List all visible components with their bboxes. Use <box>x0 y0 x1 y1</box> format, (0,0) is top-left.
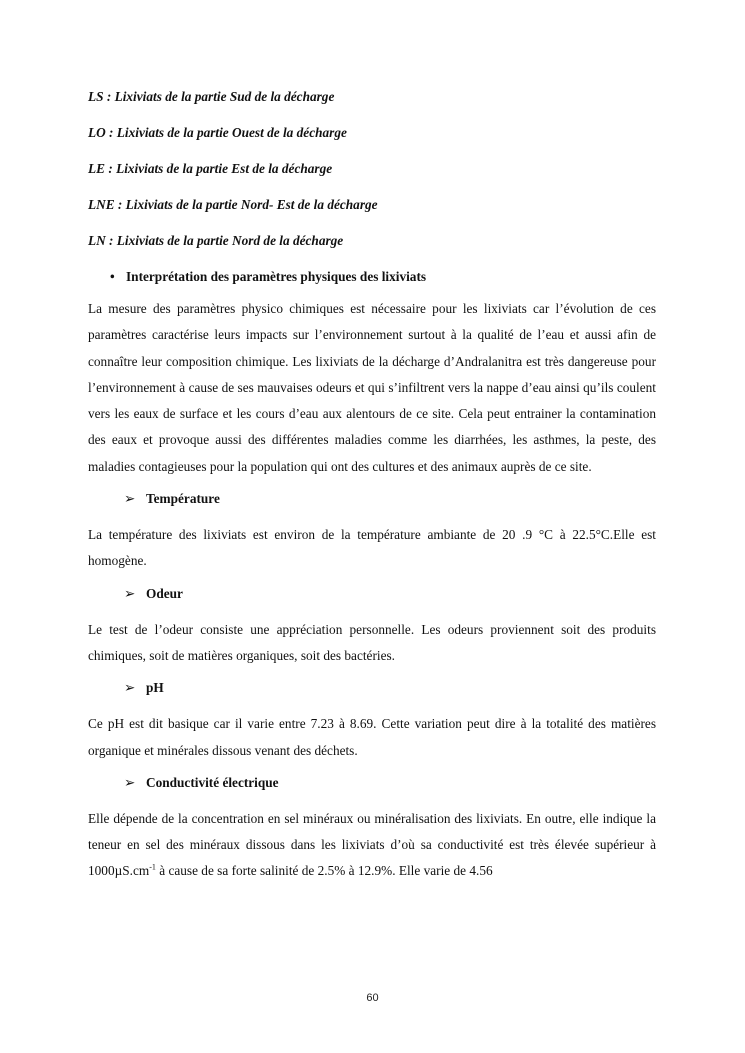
section-heading-ph <box>124 679 656 705</box>
section-title: Température <box>146 491 220 507</box>
conductivite-text-end: à cause de sa forte salinité de 2.5% à 12.9%. Elle varie de 4.56 <box>155 863 493 879</box>
legend-le: LE : Lixiviats de la partie Est de la décharge <box>88 161 333 176</box>
section-title: pH <box>146 680 164 696</box>
section-heading-conductivite <box>124 774 656 800</box>
section-text-temperature: La température des lixiviats est environ de la température ambiante de 20 .9 °C à 22.5°C.Elle est homogène. <box>88 527 656 569</box>
unit-exponent: -1 <box>149 863 156 873</box>
legend-lo: LO : Lixiviats de la partie Ouest de la décharge <box>88 125 347 140</box>
legend-ln: LN : Lixiviats de la partie Nord de la décharge <box>88 233 344 248</box>
page-number: 60 <box>366 992 379 1004</box>
legend-ls: LS : Lixiviats de la partie Sud de la décharge <box>88 89 335 104</box>
section-text-ph: Ce pH est dit basique car il varie entre 7.23 à 8.69. Cette variation peut dire à la totalité des matières organique et minérales dissous venant des déchets. <box>88 716 656 758</box>
arrow-bullet-icon: ➢ <box>124 774 136 790</box>
arrow-bullet-icon: ➢ <box>124 585 136 601</box>
document-page <box>88 88 656 895</box>
section-text-conductivite <box>88 806 656 885</box>
conductivite-text-start: Elle dépende de la concentration en sel minéraux ou minéralisation des lixiviats. En outre, elle indique la teneur en sel des minéraux dissous dans les lixiviats d’où sa conductivité est très élevée supérieur à 1000µS.cm <box>88 810 656 879</box>
intro-paragraph: La mesure des paramètres physico chimiques est nécessaire pour les lixiviats car l’évolution de ces paramètres caractérise leurs impacts sur l’environnement surtout à la qualité de l’eau et aussi afin de connaître leur composition chimique. Les lixiviats de la décharge d’Andralanitra est très dangereuse pour l’environnement à cause de ses mauvaises odeurs et qui s’infiltrent vers la nappe d’eau ainsi qu’ils coulent vers les eaux de surface et les cours d’eau aux alentours de ce site. Cela peut entrainer la contamination des eaux et provoque aussi des différentes maladies comme les diarrhées, les asthmes, la peste, des maladies contagieuses pour la population qui ont des cultures et des animaux auprès de ce site. <box>88 301 656 474</box>
section-title: Odeur <box>146 585 183 601</box>
section-title: Conductivité électrique <box>146 774 279 790</box>
bullet-heading-text: Interprétation des paramètres physiques des lixiviats <box>126 269 427 284</box>
legend-lne: LNE : Lixiviats de la partie Nord- Est de la décharge <box>88 197 378 212</box>
section-heading-temperature <box>124 490 656 516</box>
bullet-heading <box>110 268 656 290</box>
arrow-bullet-icon: ➢ <box>124 491 136 507</box>
arrow-bullet-icon: ➢ <box>124 680 136 696</box>
section-text-odeur: Le test de l’odeur consiste une appréciation personnelle. Les odeurs proviennent soit des produits chimiques, soit de matières organiques, soit des bactéries. <box>88 621 656 663</box>
bullet-icon: • <box>110 269 115 284</box>
section-heading-odeur <box>124 585 656 611</box>
